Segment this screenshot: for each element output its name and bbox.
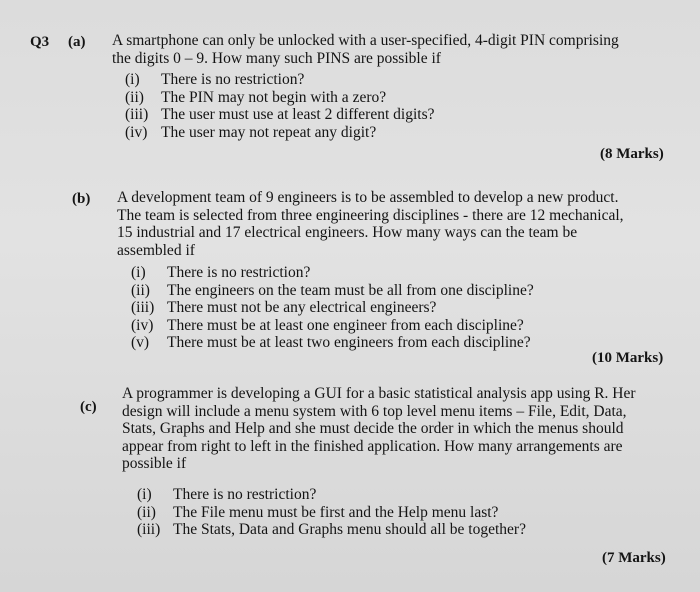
part-a-marks: (8 Marks) (600, 146, 664, 162)
subquestion-text: The user must use at least 2 different digits? (161, 106, 435, 123)
subquestion-text: There is no restriction? (173, 486, 317, 503)
subquestion (131, 299, 534, 317)
subquestion-number: (ii) (131, 281, 150, 299)
part-c-marks: (7 Marks) (602, 550, 666, 566)
subquestion-number: (iii) (125, 106, 149, 123)
part-c-line: A programmer is developing a GUI for a basic statistical analysis app using R. Her (122, 385, 636, 402)
part-b-marks: (10 Marks) (592, 350, 664, 366)
question-number: Q3 (30, 34, 50, 50)
part-a-stem (112, 32, 619, 67)
part-c-line: design will include a menu system with 6 top level menu items – File, Edit, Data, (122, 402, 627, 420)
subquestion-text: There is no restriction? (161, 71, 305, 88)
subquestion-number: (iii) (131, 299, 155, 316)
subquestion-text: The PIN may not begin with a zero? (161, 88, 387, 106)
subquestion-text: The engineers on the team must be all from one discipline? (167, 281, 534, 299)
part-b-label: (b) (72, 191, 91, 207)
subquestion-text: There must not be any electrical engineers? (167, 299, 437, 316)
part-c-line: appear from right to left in the finished application. How many arrangements are (122, 437, 623, 455)
part-a-line: the digits 0 – 9. How many such PINS are possible if (112, 49, 441, 67)
subquestion (131, 317, 534, 335)
subquestion-text: The user may not repeat any digit? (161, 123, 377, 141)
subquestion (125, 71, 434, 89)
subquestion (137, 521, 526, 539)
subquestion (125, 106, 434, 124)
subquestion-number: (i) (131, 264, 146, 281)
part-b-stem (117, 189, 624, 259)
part-c-stem (122, 385, 636, 473)
subquestion-number: (iv) (125, 123, 148, 141)
part-b-line: 15 industrial and 17 electrical engineers. How many ways can the team be (117, 224, 578, 241)
part-c-subquestions (137, 486, 526, 539)
subquestion (125, 89, 434, 107)
part-c-label: (c) (80, 399, 97, 415)
part-a-line: A smartphone can only be unlocked with a user-specified, 4-digit PIN comprising (112, 32, 619, 49)
subquestion-text: The File menu must be first and the Help menu last? (173, 503, 499, 521)
part-a-subquestions (125, 71, 434, 141)
subquestion (131, 334, 534, 352)
subquestion-text: The Stats, Data and Graphs menu should all be together? (173, 521, 526, 538)
part-c-line: possible if (122, 455, 187, 472)
part-b-subquestions (131, 264, 534, 352)
subquestion-text: There is no restriction? (167, 264, 311, 281)
subquestion-text: There must be at least two engineers from each discipline? (167, 334, 531, 351)
subquestion (137, 486, 526, 504)
part-b-line: The team is selected from three engineering disciplines - there are 12 mechanical, (117, 206, 624, 224)
part-a-label: (a) (68, 34, 86, 50)
subquestion-number: (i) (137, 486, 152, 503)
subquestion-number: (ii) (137, 503, 156, 521)
subquestion-number: (i) (125, 71, 140, 88)
subquestion-text: There must be at least one engineer from each discipline? (167, 316, 524, 334)
subquestion (137, 504, 526, 522)
subquestion-number: (iii) (137, 521, 161, 538)
subquestion-number: (iv) (131, 316, 154, 334)
subquestion (131, 264, 534, 282)
subquestion (125, 124, 434, 142)
part-b-line: A development team of 9 engineers is to be assembled to develop a new product. (117, 189, 619, 206)
subquestion-number: (ii) (125, 88, 144, 106)
subquestion-number: (v) (131, 334, 150, 351)
part-b-line: assembled if (117, 241, 195, 259)
part-c-line: Stats, Graphs and Help and she must decide the order in which the menus should (122, 420, 624, 437)
subquestion (131, 282, 534, 300)
